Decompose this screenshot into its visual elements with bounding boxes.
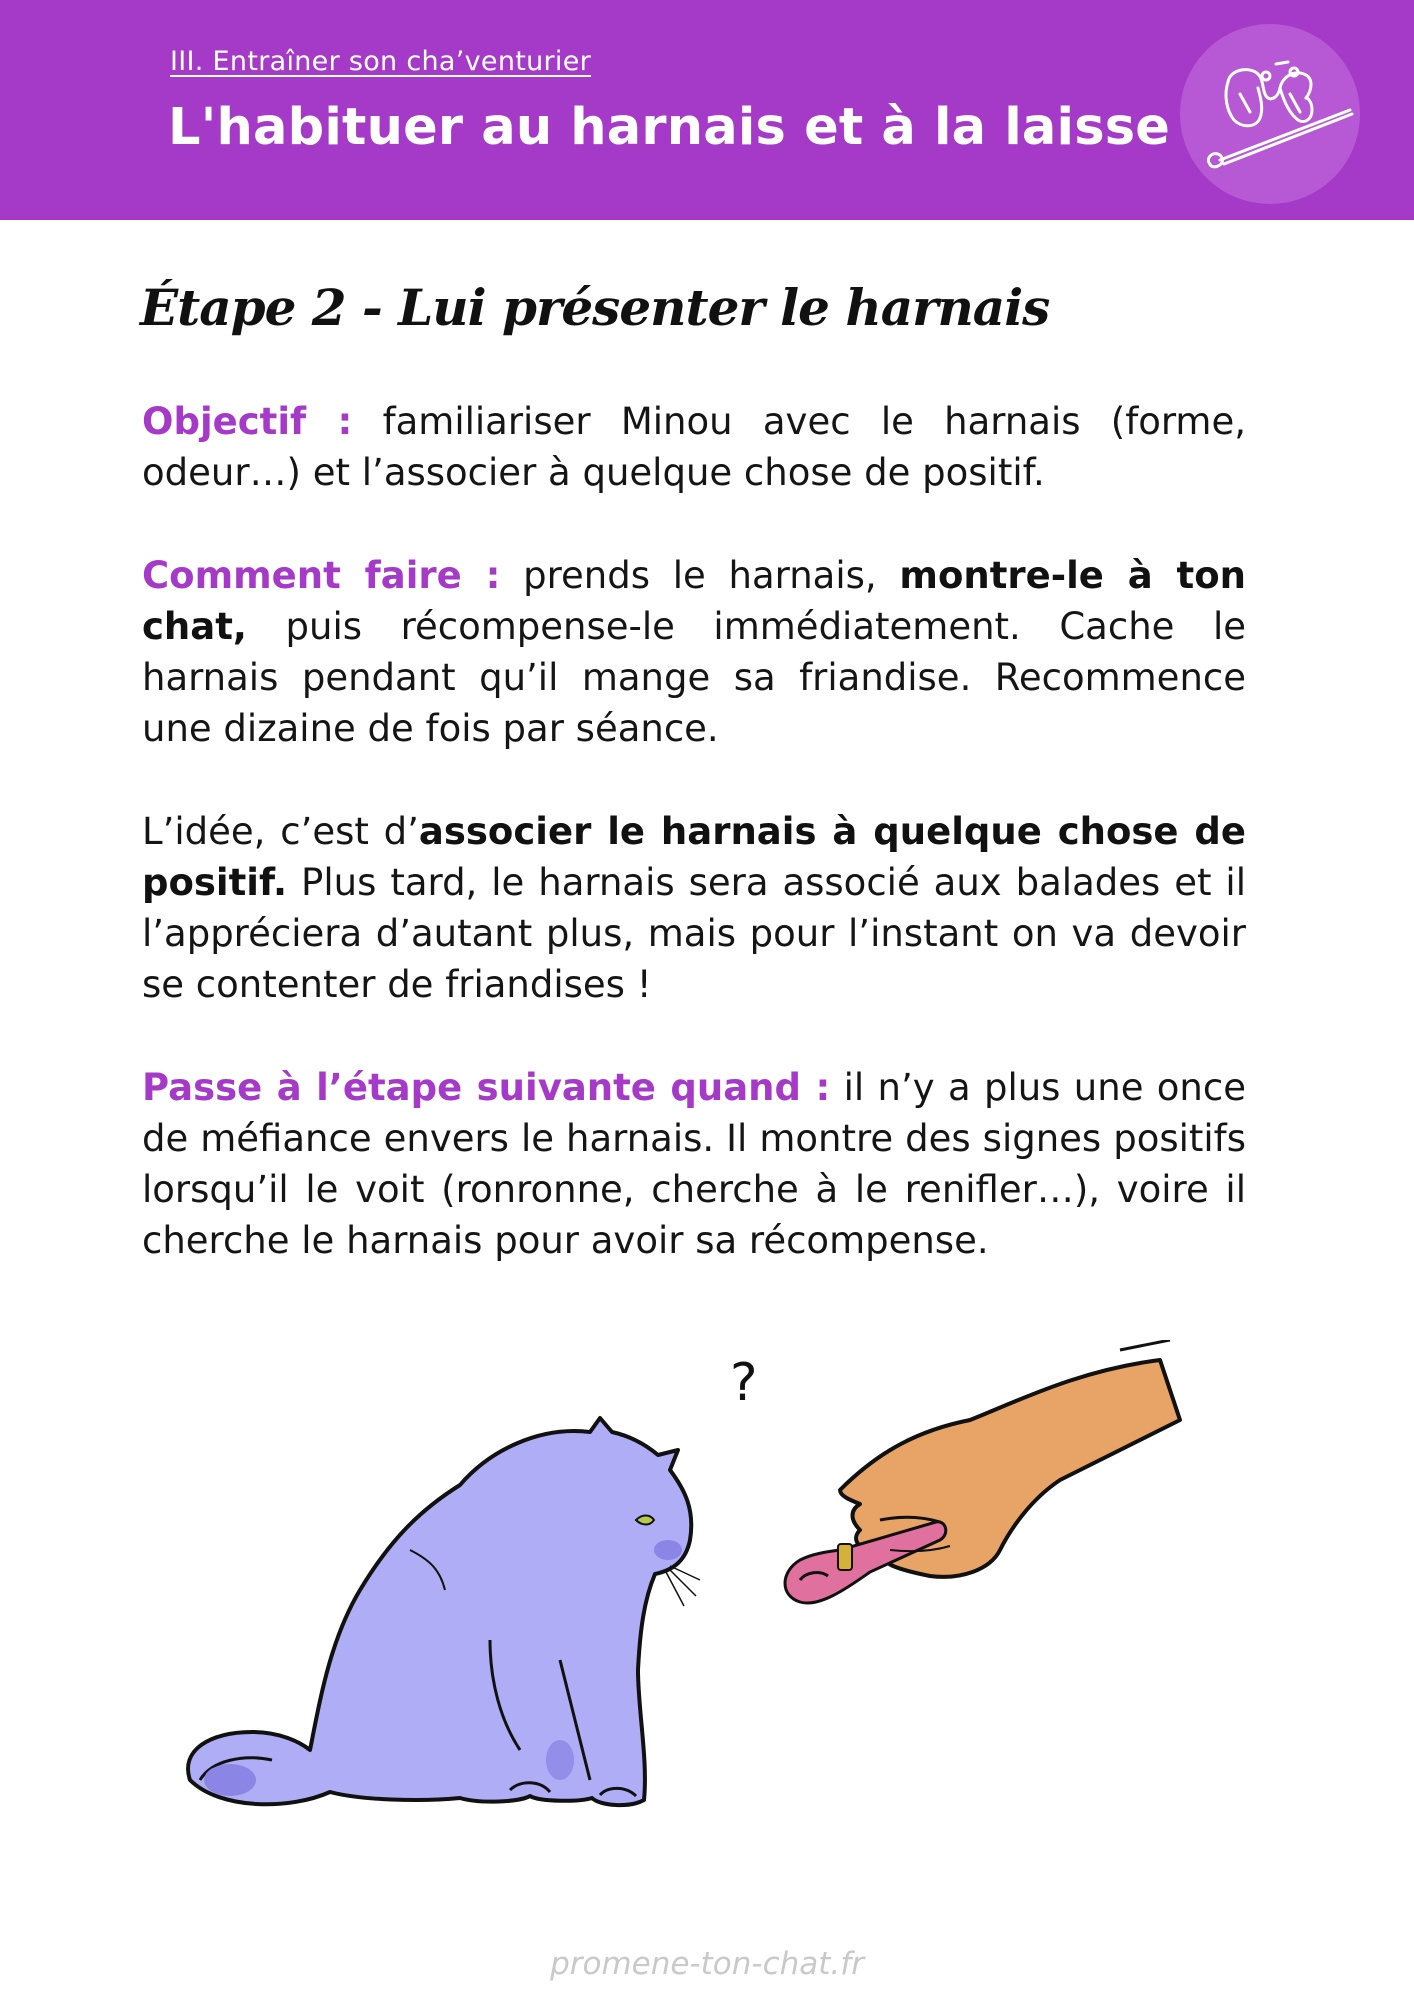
idee-text-after: Plus tard, le harnais sera associé aux balades et il l’appréciera d’autant plus, mais pour l’instant on va devoir se contenter de friandises ! xyxy=(142,861,1246,1006)
passe-label: Passe à l’étape suivante quand : xyxy=(142,1066,831,1109)
paragraph-objectif xyxy=(142,396,1246,498)
comment-bold: montre-le à ton chat, xyxy=(142,554,1246,648)
paragraph-passe xyxy=(142,1062,1246,1266)
cat-illustration xyxy=(188,1418,700,1805)
comment-label: Comment faire : xyxy=(142,554,501,597)
paragraph-comment-faire xyxy=(142,550,1246,754)
step-title: Étape 2 - Lui présenter le harnais xyxy=(140,278,1050,337)
objectif-label: Objectif : xyxy=(142,400,353,443)
passe-text: il n’y a plus une once de méfiance envers le harnais. Il montre des signes positifs lorsqu’il le voit (ronronne, cherche à le renifler…), voire il cherche le harnais pour avoir sa récompense. xyxy=(142,1066,1246,1262)
idee-bold: associer le harnais à quelque chose de positif. xyxy=(142,810,1247,904)
content xyxy=(142,396,1246,1318)
comment-text-before: prends le harnais, xyxy=(500,554,900,597)
objectif-text: familiariser Minou avec le harnais (forme, odeur…) et l’associer à quelque chose de positif. xyxy=(142,400,1246,494)
idee-text-before: L’idée, c’est d’ xyxy=(142,810,419,853)
breadcrumb[interactable]: III. Entraîner son cha’venturier xyxy=(170,46,592,77)
cat-and-hand-illustration xyxy=(160,1340,1260,1840)
hand-holding-harness xyxy=(785,1340,1180,1603)
paragraph-idee xyxy=(142,806,1246,1010)
comment-text-after: puis récompense-le immédiatement. Cache le harnais pendant qu’il mange sa friandise. Recommence une dizaine de fois par séance. xyxy=(142,605,1246,750)
harness-leash-icon xyxy=(1180,24,1360,204)
question-mark: ? xyxy=(730,1353,758,1413)
header-banner xyxy=(0,0,1414,220)
page-title: L'habituer au harnais et à la laisse xyxy=(168,98,1171,157)
footer-site[interactable]: promene-ton-chat.fr xyxy=(550,1946,864,1982)
